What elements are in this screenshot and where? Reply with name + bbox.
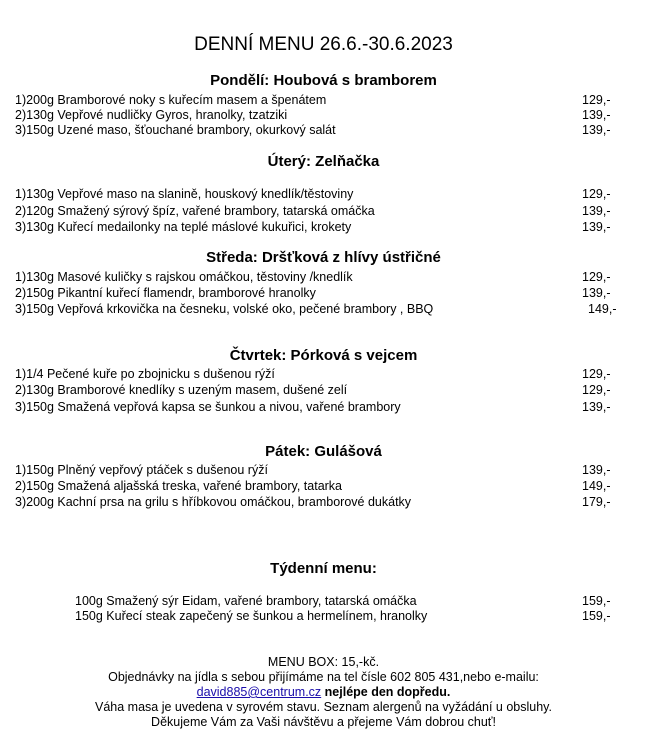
item-text: 1)200g Bramborové noky s kuřecím masem a špenátem bbox=[15, 93, 327, 107]
item-text: 3)130g Kuřecí medailonky na teplé máslové kukuřici, krokety bbox=[15, 220, 352, 234]
weekly-menu-item bbox=[75, 609, 615, 624]
menu-item bbox=[15, 495, 615, 510]
thanks-note: Děkujeme Vám za Vaši návštěvu a přejeme Vám dobrou chuť! bbox=[151, 715, 496, 729]
item-price: 129,- bbox=[582, 187, 611, 201]
item-text: 1)130g Vepřové maso na slanině, houskový knedlík/těstoviny bbox=[15, 187, 354, 201]
item-price: 149,- bbox=[588, 302, 617, 316]
item-price: 139,- bbox=[582, 286, 611, 300]
menu-item bbox=[15, 204, 615, 219]
item-text: 1)150g Plněný vepřový ptáček s dušenou rýží bbox=[15, 463, 268, 477]
weight-note: Váha masa je uvedena v syrovém stavu. Seznam alergenů na vyžádání u obsluhy. bbox=[95, 700, 552, 714]
item-price: 179,- bbox=[582, 495, 611, 509]
item-text: 100g Smažený sýr Eidam, vařené brambory, tatarská omáčka bbox=[75, 594, 417, 608]
item-price: 139,- bbox=[582, 108, 611, 122]
item-price: 139,- bbox=[582, 400, 611, 414]
item-text: 2)150g Smažená aljašská treska, vařené brambory, tatarka bbox=[15, 479, 343, 493]
email-suffix: nejlépe den dopředu. bbox=[321, 685, 451, 699]
item-text: 1)1/4 Pečené kuře po zbojnicku s dušenou rýží bbox=[15, 367, 275, 381]
menu-item bbox=[15, 383, 615, 398]
item-price: 149,- bbox=[582, 479, 611, 493]
item-text: 2)130g Vepřové nudličky Gyros, hranolky, tzatziki bbox=[15, 108, 288, 122]
item-price: 139,- bbox=[582, 220, 611, 234]
menu-item bbox=[15, 367, 615, 382]
day-heading-monday: Pondělí: Houbová s bramborem bbox=[210, 72, 437, 89]
menu-item bbox=[15, 286, 615, 301]
menu-item bbox=[15, 187, 615, 202]
day-heading-tuesday: Úterý: Zelňačka bbox=[267, 153, 380, 170]
weekly-menu-item bbox=[75, 594, 615, 609]
order-info: Objednávky na jídla s sebou přijímáme na tel čísle 602 805 431,nebo e-mailu: bbox=[108, 670, 539, 684]
menu-item bbox=[15, 400, 615, 415]
item-price: 139,- bbox=[582, 204, 611, 218]
item-text: 3)200g Kachní prsa na grilu s hříbkovou omáčkou, bramborové dukátky bbox=[15, 495, 412, 509]
item-text: 150g Kuřecí steak zapečený se šunkou a hermelínem, hranolky bbox=[75, 609, 428, 623]
menu-item bbox=[15, 123, 615, 138]
item-text: 2)150g Pikantní kuřecí flamendr, bramborové hranolky bbox=[15, 286, 316, 300]
menu-item bbox=[15, 108, 615, 123]
menu-item bbox=[15, 270, 615, 285]
day-heading-friday: Pátek: Gulášová bbox=[265, 443, 382, 460]
item-text: 3)150g Vepřová krkovička na česneku, volské oko, pečené brambory , BBQ bbox=[15, 302, 434, 316]
menu-item bbox=[15, 93, 615, 108]
item-price: 129,- bbox=[582, 270, 611, 284]
item-text: 3)150g Uzené maso, šťouchané brambory, okurkový salát bbox=[15, 123, 336, 137]
item-price: 159,- bbox=[582, 594, 611, 608]
menu-item bbox=[15, 220, 615, 235]
email-line bbox=[0, 685, 647, 700]
item-text: 1)130g Masové kuličky s rajskou omáčkou, těstoviny /knedlík bbox=[15, 270, 353, 284]
item-price: 139,- bbox=[582, 123, 611, 137]
item-price: 129,- bbox=[582, 93, 611, 107]
weekly-menu-heading: Týdenní menu: bbox=[270, 560, 377, 577]
item-price: 159,- bbox=[582, 609, 611, 623]
item-price: 139,- bbox=[582, 463, 611, 477]
email-link[interactable]: david885@centrum.cz bbox=[196, 685, 322, 699]
item-price: 129,- bbox=[582, 383, 611, 397]
menu-title: DENNÍ MENU 26.6.-30.6.2023 bbox=[194, 34, 453, 55]
menu-box-price: MENU BOX: 15,-kč. bbox=[267, 655, 380, 669]
item-text: 2)130g Bramborové knedlíky s uzeným masem, dušené zelí bbox=[15, 383, 348, 397]
item-text: 2)120g Smažený sýrový špíz, vařené brambory, tatarská omáčka bbox=[15, 204, 375, 218]
menu-item bbox=[15, 463, 615, 478]
day-heading-thursday: Čtvrtek: Pórková s vejcem bbox=[229, 347, 418, 364]
item-price: 129,- bbox=[582, 367, 611, 381]
day-heading-wednesday: Středa: Dršťková z hlívy ústřičné bbox=[206, 249, 441, 266]
item-text: 3)150g Smažená vepřová kapsa se šunkou a nivou, vařené brambory bbox=[15, 400, 401, 414]
menu-item bbox=[15, 302, 615, 317]
menu-item bbox=[15, 479, 615, 494]
